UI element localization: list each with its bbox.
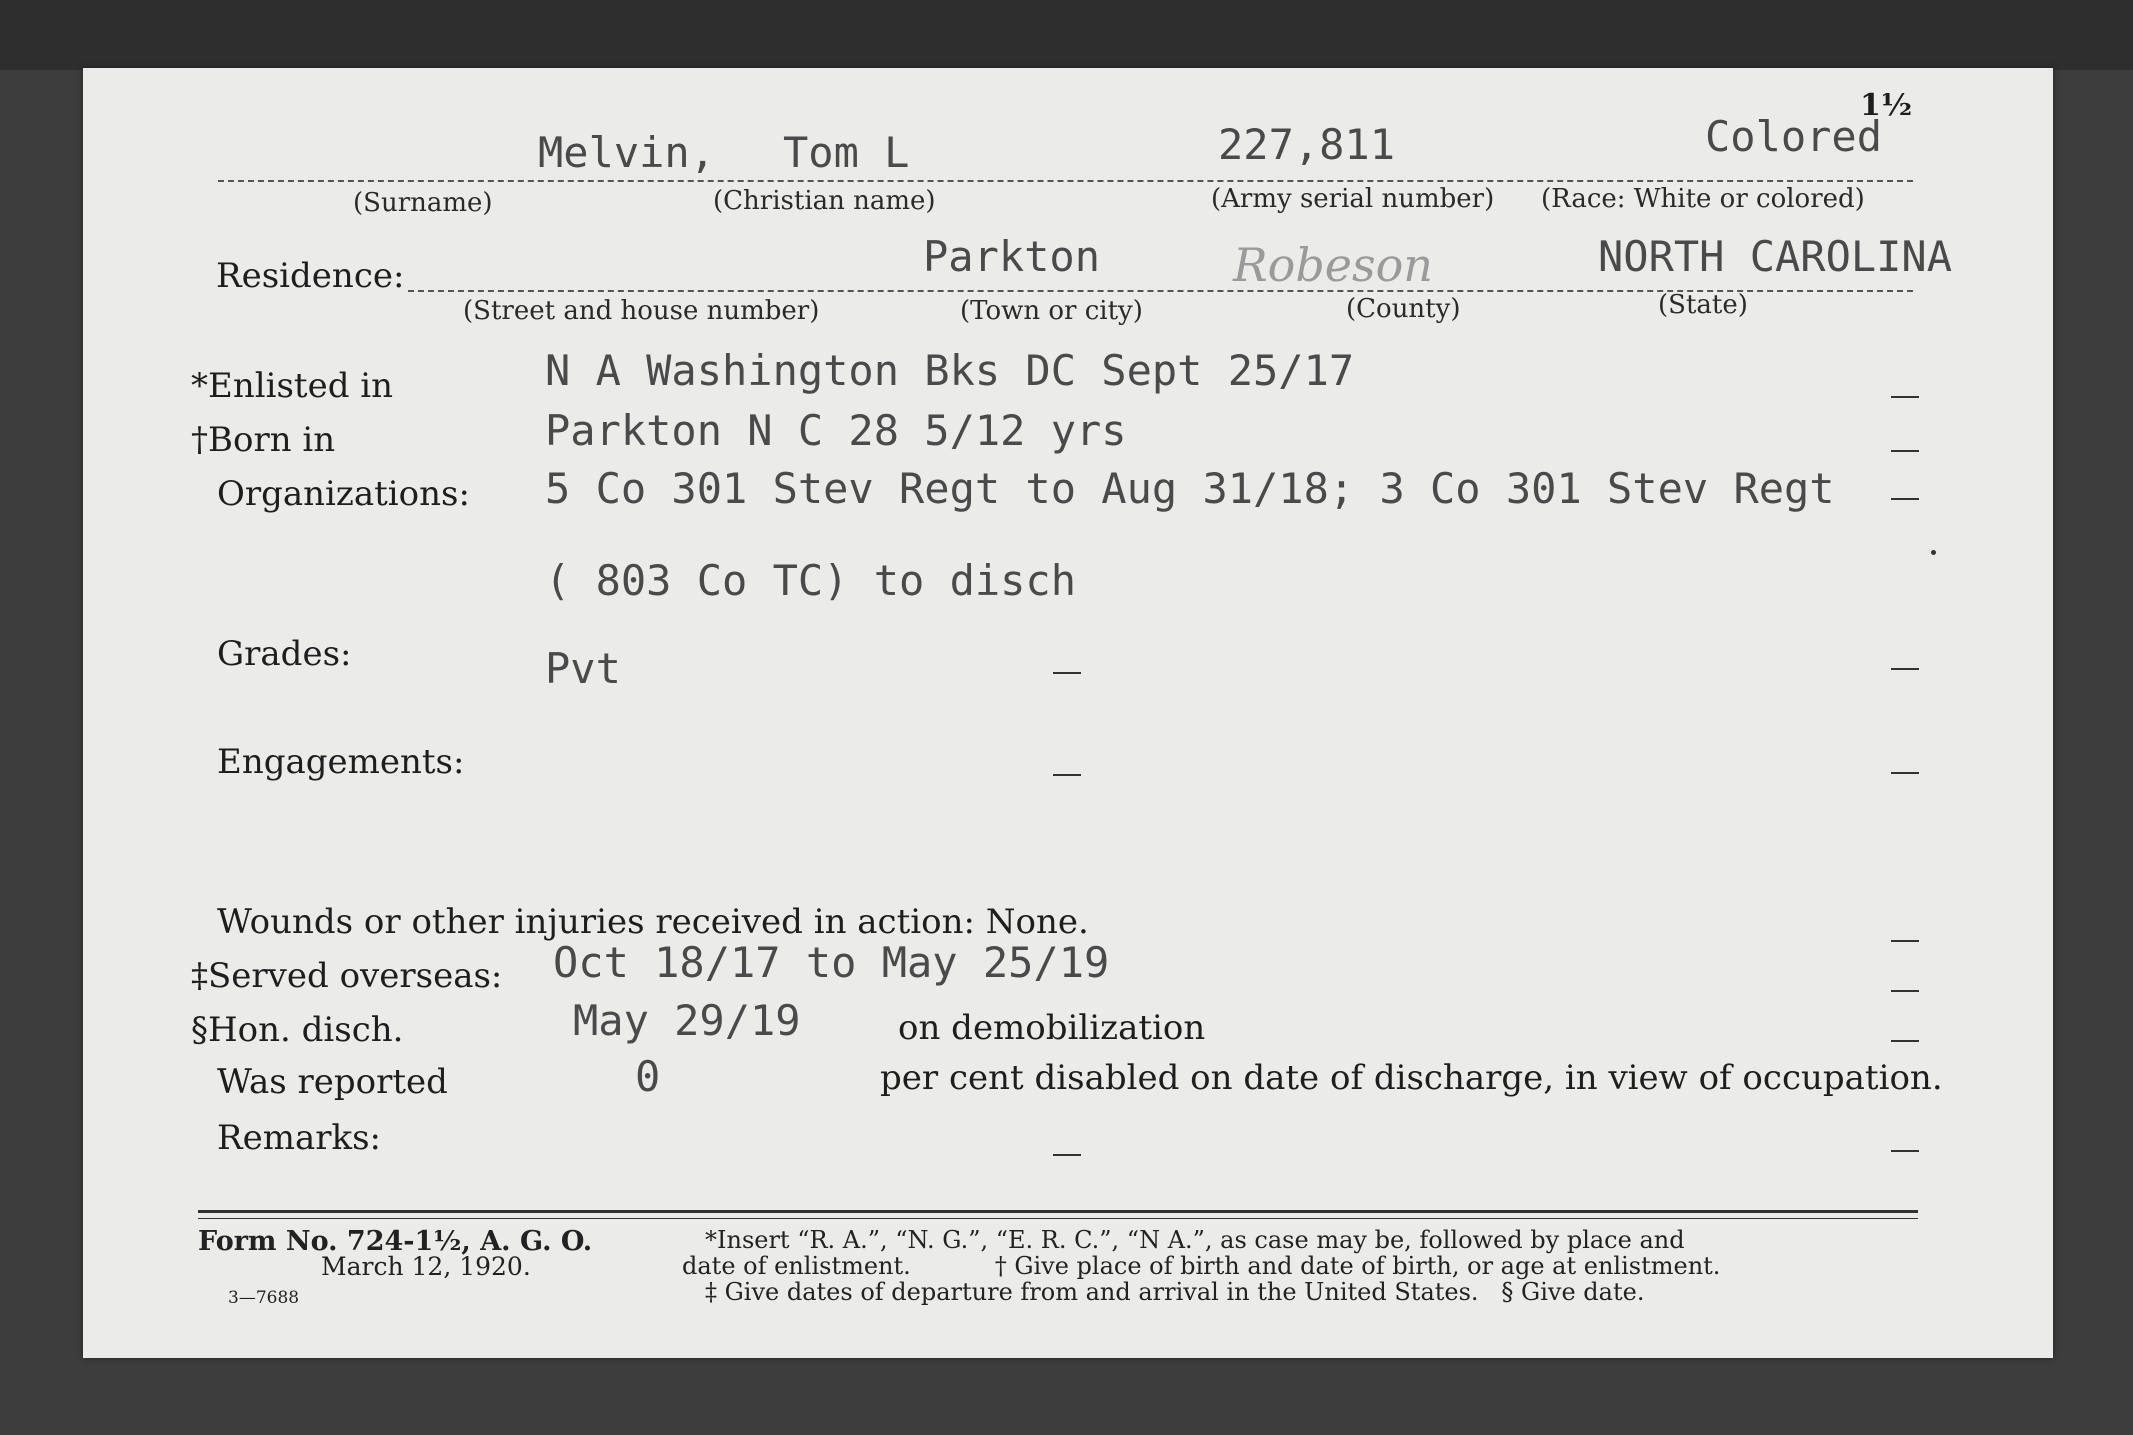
- caption-serial-number: (Army serial number): [1211, 184, 1495, 214]
- footnote-line-1: *Insert “R. A.”, “N. G.”, “E. R. C.”, “N A.”, as case may be, followed by place and: [705, 1226, 1685, 1254]
- form-date: March 12, 1920.: [321, 1252, 531, 1281]
- remarks-mid-mark: [1053, 1154, 1081, 1156]
- hon-disch-suffix: on demobilization: [898, 1008, 1206, 1048]
- footnote-line-2: date of enlistment. † Give place of birth and date of birth, or age at enlistment.: [682, 1252, 1721, 1280]
- wounds-end-mark: [1891, 940, 1919, 942]
- organizations-label: Organizations:: [217, 474, 470, 514]
- grades-end-mark: [1891, 668, 1919, 670]
- engagements-end-mark: [1891, 772, 1919, 774]
- service-record-card: [83, 68, 2053, 1358]
- form-number: Form No. 724-1½, A. G. O.: [198, 1226, 593, 1257]
- form-code: 3—7688: [228, 1288, 300, 1308]
- caption-christian-name: (Christian name): [713, 186, 936, 216]
- organizations-end-mark: [1891, 498, 1919, 500]
- caption-town: (Town or city): [960, 296, 1143, 326]
- scan-background: [0, 0, 2133, 70]
- served-overseas-value: Oct 18/17 to May 25/19: [553, 938, 1110, 987]
- organizations-line-1: 5 Co 301 Stev Regt to Aug 31/18; 3 Co 301 Stev Regt: [545, 464, 1835, 513]
- footer-rule-top: [198, 1210, 1918, 1213]
- born-value: Parkton N C 28 5/12 yrs: [545, 406, 1127, 455]
- serial-number-value: 227,811: [1218, 120, 1396, 169]
- residence-label: Residence:: [216, 256, 405, 296]
- caption-race: (Race: White or colored): [1541, 184, 1865, 214]
- hon-disch-date: May 29/19: [573, 996, 801, 1045]
- reported-suffix: per cent disabled on date of discharge, in view of occupation.: [880, 1058, 1943, 1098]
- grades-value: Pvt: [545, 644, 621, 693]
- wounds-text: Wounds or other injuries received in action: None.: [217, 902, 1089, 942]
- born-end-mark: [1891, 450, 1919, 452]
- footnote-line-3: ‡ Give dates of departure from and arrival in the United States. § Give date.: [705, 1278, 1645, 1306]
- born-label: †Born in: [191, 420, 336, 460]
- remarks-label: Remarks:: [217, 1118, 381, 1158]
- remarks-end-mark: [1891, 1150, 1919, 1152]
- caption-county: (County): [1346, 294, 1461, 324]
- enlisted-label: *Enlisted in: [191, 366, 394, 406]
- caption-state: (State): [1658, 290, 1748, 320]
- organizations-line-2: ( 803 Co TC) to disch: [545, 556, 1077, 605]
- engagements-mid-mark: [1053, 774, 1081, 776]
- christian-name-value: Tom L: [783, 128, 910, 177]
- caption-surname: (Surname): [353, 188, 493, 218]
- town-value: Parkton: [923, 232, 1101, 281]
- served-overseas-label: ‡Served overseas:: [191, 956, 503, 996]
- hon-disch-label: §Hon. disch.: [191, 1010, 404, 1050]
- county-handwritten-value: Robeson: [1233, 238, 1433, 292]
- reported-label: Was reported: [217, 1062, 448, 1102]
- enlisted-end-mark: [1891, 396, 1919, 398]
- reported-value: 0: [635, 1052, 661, 1101]
- served-end-mark: [1891, 990, 1919, 992]
- footer-rule-bottom: [198, 1218, 1918, 1219]
- stray-mark: [1931, 550, 1936, 555]
- surname-value: Melvin,: [538, 128, 716, 177]
- engagements-label: Engagements:: [217, 742, 465, 782]
- grades-mid-mark: [1053, 672, 1081, 674]
- caption-street: (Street and house number): [463, 296, 820, 326]
- name-dotted-line: [218, 180, 1913, 182]
- disch-end-mark: [1891, 1040, 1919, 1042]
- state-value: NORTH CAROLINA: [1598, 232, 1953, 281]
- grades-label: Grades:: [217, 634, 352, 674]
- race-value: Colored: [1705, 112, 1883, 161]
- enlisted-value: N A Washington Bks DC Sept 25/17: [545, 346, 1355, 395]
- corner-mark: 1½: [1860, 88, 1913, 123]
